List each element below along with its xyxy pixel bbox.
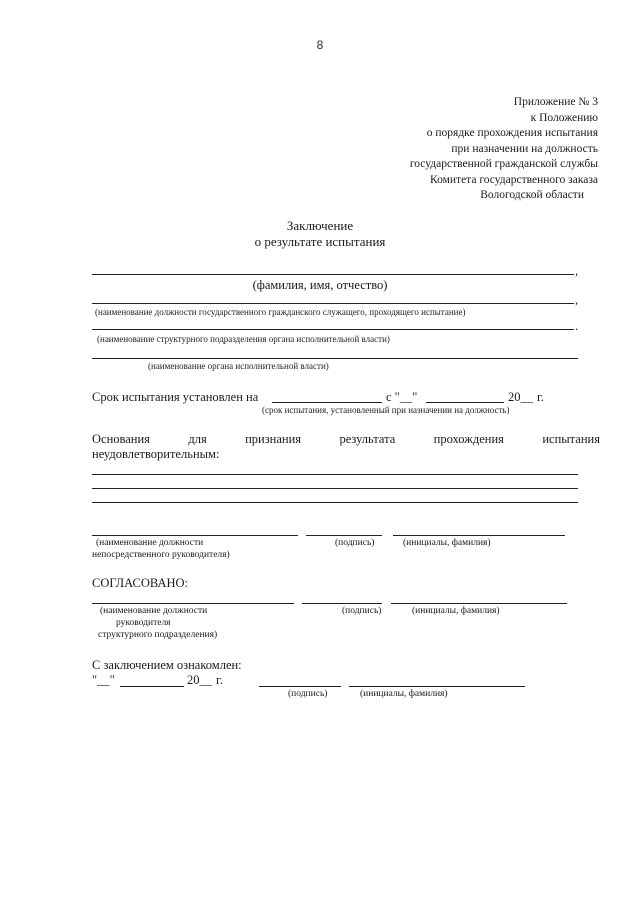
approved-signature-caption: (подпись)	[342, 606, 382, 616]
term-year-suffix: г.	[537, 390, 544, 404]
grounds-word: прохождения	[433, 432, 504, 446]
supervisor-signature-caption: (подпись)	[335, 538, 375, 548]
grounds-word: признания	[245, 432, 302, 446]
department-line	[92, 329, 574, 330]
grounds-word: результата	[339, 432, 396, 446]
appendix-line: при назначении на должность	[451, 142, 598, 155]
grounds-line	[92, 474, 578, 475]
acknowledged-year: 20__	[187, 673, 212, 687]
supervisor-name-line	[393, 535, 565, 536]
position-comma: ,	[575, 293, 579, 307]
acknowledged-name-line	[349, 686, 525, 687]
term-caption: (срок испытания, установленный при назначении на должность)	[262, 405, 510, 415]
acknowledged-name-caption: (инициалы, фамилия)	[360, 689, 448, 699]
acknowledged-date-prefix: "__"	[92, 673, 115, 687]
acknowledged-signature-caption: (подпись)	[288, 689, 328, 699]
term-from: с "__"	[386, 390, 418, 404]
appendix-header	[410, 95, 598, 204]
grounds-line	[92, 488, 578, 489]
fio-caption: (фамилия, имя, отчество)	[252, 278, 388, 292]
term-year: 20__	[508, 390, 533, 404]
grounds-word: Основания	[92, 432, 150, 446]
appendix-line: к Положению	[530, 111, 598, 124]
fio-line	[92, 274, 574, 275]
approved-signature-line	[302, 603, 382, 604]
appendix-line: Вологодской области	[480, 189, 584, 201]
page-number: 8	[316, 38, 324, 52]
position-caption: (наименование должности государственного гражданского служащего, проходящего испытание)	[95, 307, 466, 317]
department-caption: (наименование структурного подразделения органа исполнительной власти)	[97, 334, 390, 344]
appendix-line: Комитета государственного заказа	[429, 173, 598, 186]
approved-position-line	[92, 603, 294, 604]
term-duration-line	[272, 402, 382, 403]
supervisor-position-caption-2: непосредственного руководителя)	[92, 550, 230, 560]
acknowledged-month-line	[120, 686, 184, 687]
approved-position-caption: (наименование должности	[100, 606, 208, 616]
supervisor-signature-line	[306, 535, 382, 536]
department-comma: .	[575, 319, 579, 333]
acknowledged-signature-line	[259, 686, 341, 687]
approved-position-caption-3: структурного подразделения)	[98, 630, 218, 640]
acknowledged-label: С заключением ознакомлен:	[92, 658, 242, 672]
appendix-line: о порядке прохождения испытания	[426, 127, 598, 139]
grounds-line	[92, 502, 578, 503]
grounds-heading	[92, 432, 600, 447]
authority-line	[92, 358, 578, 359]
approved-position-caption-2: руководителя	[116, 618, 171, 628]
authority-caption: (наименование органа исполнительной власти)	[148, 361, 329, 371]
document-title: Заключение	[286, 218, 354, 233]
approved-name-line	[391, 603, 567, 604]
term-month-line	[426, 402, 504, 403]
supervisor-position-caption: (наименование должности	[96, 538, 204, 548]
appendix-line: государственной гражданской службы	[409, 158, 598, 170]
position-line	[92, 303, 574, 304]
acknowledged-year-suffix: г.	[216, 673, 223, 687]
grounds-word: испытания	[542, 432, 600, 446]
approved-name-caption: (инициалы, фамилия)	[412, 606, 500, 616]
supervisor-name-caption: (инициалы, фамилия)	[403, 538, 491, 548]
approved-label: СОГЛАСОВАНО:	[92, 576, 189, 590]
supervisor-position-line	[92, 535, 298, 536]
fio-comma: ,	[575, 264, 579, 278]
appendix-line: Приложение № 3	[513, 96, 598, 108]
document-subtitle: о результате испытания	[254, 234, 386, 249]
grounds-word: для	[188, 432, 207, 446]
grounds-heading-line2: неудовлетворительным:	[92, 447, 220, 461]
term-text: Срок испытания установлен на	[92, 390, 259, 404]
